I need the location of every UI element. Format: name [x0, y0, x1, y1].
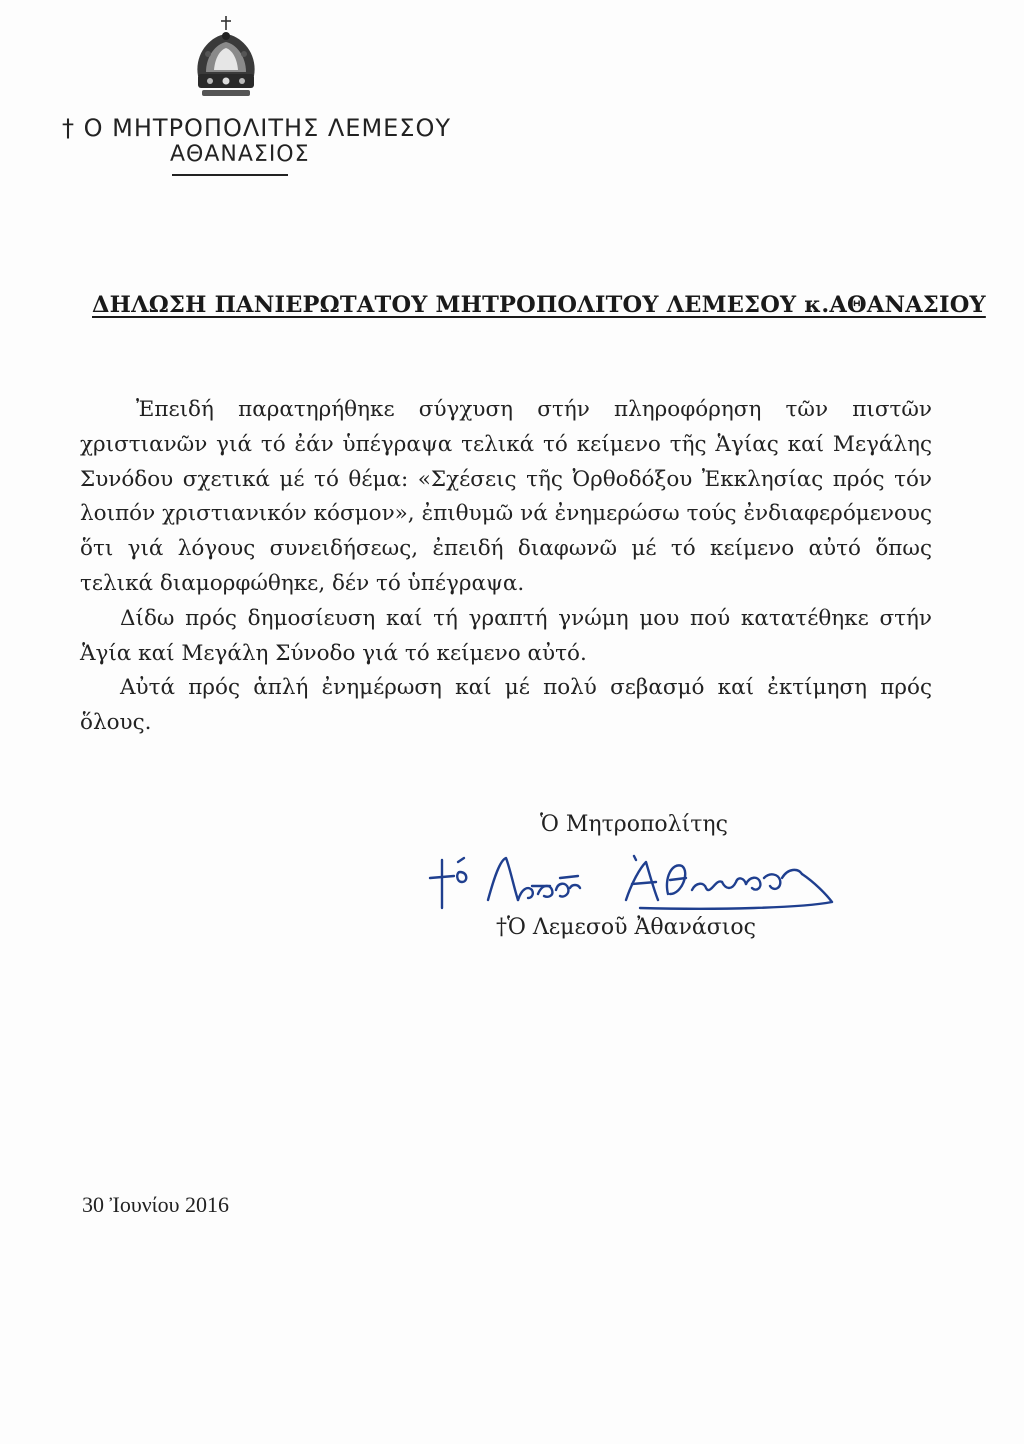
signature-role: Ὁ Μητροπολίτης — [540, 812, 728, 837]
document-heading: ΔΗΛΩΣΗ ΠΑΝΙΕΡΩΤΑΤΟΥ ΜΗΤΡΟΠΟΛΙΤΟΥ ΛΕΜΕΣΟΥ κ.ΑΘΑΝΑΣΙΟΥ — [92, 292, 986, 318]
body-paragraph-2: Δίδω πρός δημοσίευση καί τή γραπτή γνώμη μου πού κατατέθηκε στήν Ἁγία καί Μεγάλη Σύνοδο γιά τό κείμενο αὐτό. — [80, 605, 932, 666]
letterhead-name: ΑΘΑΝΑΣΙΟΣ — [170, 142, 310, 167]
signatory-name: †Ὁ Λεμεσοῦ Ἀθανάσιος — [496, 915, 756, 940]
letterhead-divider — [172, 174, 288, 176]
document-date: 30 Ἰουνίου 2016 — [82, 1192, 229, 1217]
body-paragraph-1: Ἐπειδή παρατηρήθηκε σύγχυση στήν πληροφόρηση τῶν πιστῶν χριστιανῶν γιά τό ἐάν ὑπέγραψα τελικά τό κείμενο τῆς Ἁγίας καί Μεγάλης Συνόδου σχετικά μέ τό θέμα: «Σχέσεις τῆς Ὀρθοδόξου Ἐκκλησίας πρός τόν λοιπόν χριστιανικόν κόσμον», ἐπιθυμῶ νά ἐνημερώσω τούς ἐνδιαφερόμενους ὅτι γιά λόγους συνειδήσεως, ἐπειδή διαφωνῶ μέ τό κείμενο αὐτό ὅπως τελικά διαμορφώθηκε, δέν τό ὑπέγραψα. — [80, 397, 932, 596]
letterhead-title: † Ο ΜΗΤΡΟΠΟΛΙΤΗΣ ΛΕΜΕΣΟΥ — [62, 114, 452, 142]
document-body — [80, 393, 932, 741]
crowned-crest-icon — [186, 14, 266, 112]
body-paragraph-3: Αὐτά πρός ἁπλή ἐνημέρωση καί μέ πολύ σεβασμό καί ἐκτίμηση πρός ὅλους. — [80, 675, 932, 736]
